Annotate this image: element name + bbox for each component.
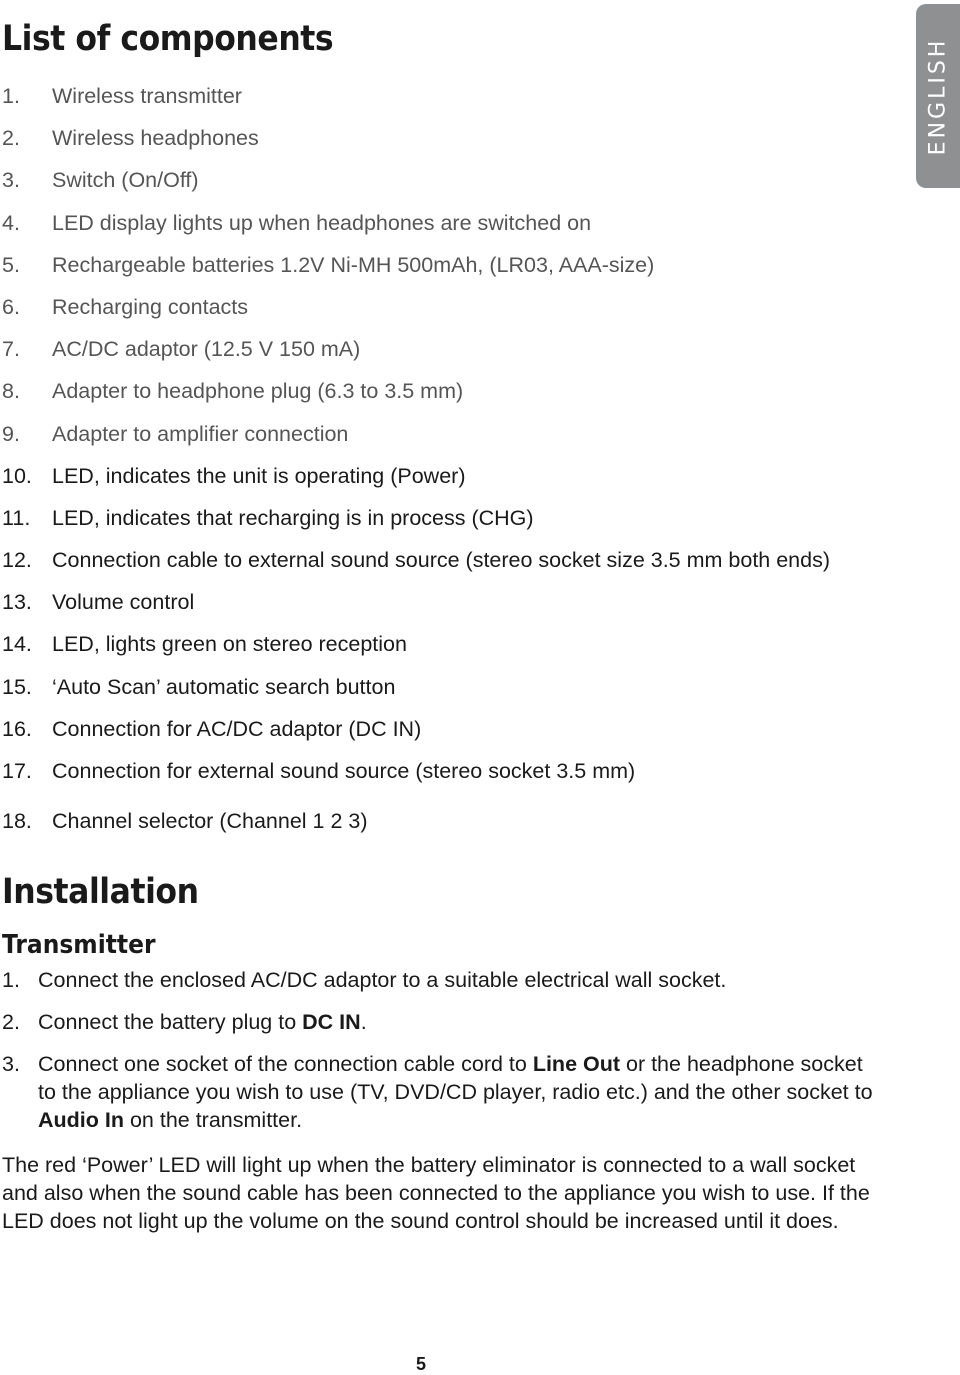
item-text: Connection cable to external sound source (stereo socket size 3.5 mm both ends) [52,548,830,573]
item-number: 5. [2,252,20,277]
item-number: 3. [2,168,20,193]
list-item [2,332,830,374]
list-item [2,754,830,796]
item-number: 10. [2,463,32,488]
list-item [2,79,830,121]
step-text: Connect the battery plug to [38,1010,303,1034]
item-number: 6. [2,294,20,319]
item-text: Volume control [52,590,195,615]
language-tab-label: ENGLISH [925,37,951,155]
step-item [2,1050,882,1134]
components-heading: List of components [2,19,334,59]
list-item [2,501,830,543]
page-number: 5 [416,1354,427,1374]
item-text: Rechargeable batteries 1.2V Ni-MH 500mAh, (LR03, AAA-size) [52,252,655,277]
step-item [2,966,882,994]
item-text: Adapter to headphone plug (6.3 to 3.5 mm) [52,379,464,404]
list-item [2,417,830,459]
item-number: 15. [2,674,32,699]
item-number: 2. [2,126,20,151]
step-text: Connect one socket of the connection cable cord to [38,1052,533,1076]
item-number: 9. [2,421,20,446]
list-item [2,121,830,163]
item-text: ‘Auto Scan’ automatic search button [52,674,396,699]
item-number: 12. [2,548,32,573]
item-text: AC/DC adaptor (12.5 V 150 mA) [52,337,361,362]
transmitter-subheading: Transmitter [2,930,156,960]
item-text: Adapter to amplifier connection [52,421,349,446]
item-text: Wireless headphones [52,126,259,151]
item-text: Connection for external sound source (stereo socket 3.5 mm) [52,759,636,783]
item-text: LED, indicates the unit is operating (Power) [52,463,466,488]
item-number: 8. [2,379,20,404]
audio-in-label: Audio In [38,1108,124,1132]
step-text: Connect the enclosed AC/DC adaptor to a suitable electrical wall socket. [38,968,727,992]
installation-heading: Installation [2,872,199,912]
item-number: 14. [2,632,32,657]
list-item [2,585,830,627]
list-item [2,374,830,416]
step-number: 2. [2,1010,20,1034]
item-text: Recharging contacts [52,294,248,319]
step-text-end: on the transmitter. [123,1108,303,1132]
language-tab [916,4,960,188]
list-item [2,163,830,205]
step-number: 3. [2,1052,20,1076]
item-text: Wireless transmitter [52,84,242,108]
item-text: LED, lights green on stereo reception [52,632,407,657]
dc-in-label: DC IN [302,1010,361,1034]
item-number: 1. [2,84,20,108]
line-out-label: Line Out [532,1052,621,1076]
step-text-end: . [360,1010,367,1034]
list-item [2,290,830,332]
step-text-middle: or the headphone socket to the appliance you wish to use (TV, DVD/CD player, radio etc.) and the other socket to [38,1052,873,1104]
item-text: LED display lights up when headphones are switched on [52,210,592,235]
list-item [2,248,830,290]
list-item [2,804,830,846]
list-item [2,670,830,712]
step-item [2,1008,882,1036]
item-number: 17. [2,759,32,783]
list-item [2,206,830,248]
item-number: 4. [2,210,20,235]
item-number: 7. [2,337,20,362]
item-number: 16. [2,716,32,741]
list-item [2,543,830,585]
list-item [2,712,830,754]
list-item [2,627,830,669]
list-item [2,459,830,501]
installation-steps [2,966,882,1148]
item-number: 11. [2,505,31,530]
item-number: 18. [2,809,32,833]
item-text: Channel selector (Channel 1 2 3) [52,809,368,833]
step-number: 1. [2,968,20,992]
item-text: LED, indicates that recharging is in process (CHG) [52,505,534,530]
components-list [2,79,830,846]
item-text: Switch (On/Off) [52,168,199,193]
item-number: 13. [2,590,32,615]
power-led-note: The red ‘Power’ LED will light up when the battery eliminator is connected to a wall socket and also when the sound cable has been connected to the appliance you wish to use. If the LED does not light up the volume on the sound control should be increased until it does. [2,1153,870,1233]
item-text: Connection for AC/DC adaptor (DC IN) [52,716,422,741]
